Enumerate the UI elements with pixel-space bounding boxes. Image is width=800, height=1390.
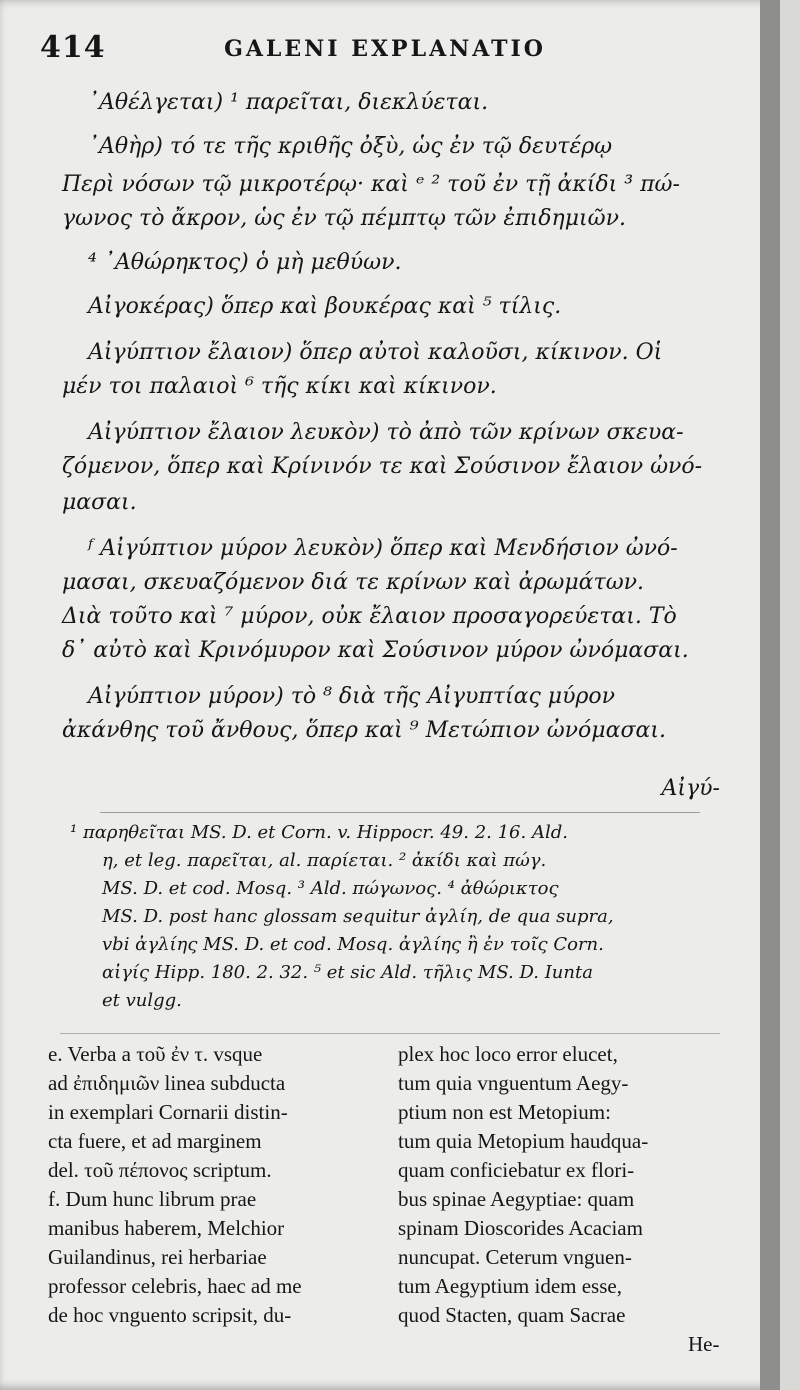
commentary-line: plex hoc loco error elucet, [398, 1042, 618, 1066]
text-line: ⁴ ᾿Αθώρηκτος) ὁ μὴ μεθύων. [88, 250, 402, 275]
footnote-line: ¹ παρηθεῖται MS. D. et Corn. v. Hippocr. 49. 2. 16. Ald. [70, 822, 568, 843]
commentary-line: e. Verba a τοῦ ἐν τ. vsque [48, 1042, 263, 1066]
commentary-line: bus spinae Aegyptiae: quam [398, 1187, 635, 1211]
text-line: γωνος τὸ ἄκρον, ὡς ἐν τῷ πέμπτῳ τῶν ἐπιδημιῶν. [62, 206, 626, 231]
footnote-line: αἰγίς Hipp. 180. 2. 32. ⁵ et sic Ald. τῆλις MS. D. Iunta [102, 962, 593, 983]
footnote-line: η, et leg. παρεῖται, al. παρίεται. ² ἀκίδι καὶ πώγ. [102, 850, 547, 871]
commentary-line: professor celebris, haec ad me [48, 1274, 302, 1298]
footnote-line: MS. D. post hanc glossam sequitur ἀγλίη, de qua supra, [102, 906, 614, 927]
text-line: Αἰγοκέρας) ὅπερ καὶ βουκέρας καὶ ⁵ τίλις. [88, 294, 562, 319]
commentary-line: de hoc vnguento scripsit, du- [48, 1303, 292, 1327]
text-line: ᾿Αθὴρ) τό τε τῆς κριθῆς ὀξὺ, ὡς ἐν τῷ δευτέρῳ [88, 134, 613, 159]
text-line: μασαι, σκευαζόμενον διά τε κρίνων καὶ ἀρωμάτων. [62, 570, 645, 595]
commentary-line: ad ἐπιδημιῶν linea subducta [48, 1071, 286, 1095]
text-line: δ᾿ αὐτὸ καὶ Κρινόμυρον καὶ Σούσινον μύρον ὠνόμασαι. [62, 638, 689, 663]
text-line: ᾿Αθέλγεται) ¹ παρεῖται, διεκλύεται. [88, 90, 489, 115]
commentary-line: in exemplari Cornarii distin- [48, 1100, 288, 1124]
commentary-line: ptium non est Metopium: [398, 1100, 611, 1124]
commentary-line: Guilandinus, rei herbariae [48, 1245, 267, 1269]
text-line: ᶠ Αἰγύπτιον μύρον λευκὸν) ὅπερ καὶ Μενδήσιον ὠνό- [88, 536, 678, 561]
footnote-divider [100, 812, 700, 813]
running-head: GALENI EXPLANATIO [224, 36, 546, 62]
commentary-line: tum quia vnguentum Aegy- [398, 1071, 629, 1095]
commentary-line: del. τοῦ πέπονος scriptum. [48, 1158, 272, 1182]
commentary-line: quam conficiebatur ex flori- [398, 1158, 635, 1182]
text-line: ζόμενον, ὅπερ καὶ Κρίνινόν τε καὶ Σούσινον ἔλαιον ὠνό- [62, 454, 703, 479]
commentary-catchword: He- [688, 1332, 720, 1356]
text-line: μέν τοι παλαιοὶ ⁶ τῆς κίκι καὶ κίκινον. [62, 374, 497, 399]
text-line: Αἰγύπτιον ἔλαιον) ὅπερ αὐτοὶ καλοῦσι, κίκινον. Οἱ [88, 340, 663, 365]
commentary-line: f. Dum hunc librum prae [48, 1187, 257, 1211]
commentary-line: nuncupat. Ceterum vnguen- [398, 1245, 632, 1269]
footnote-line: vbi ἀγλίης MS. D. et cod. Mosq. ἀγλίης ἢ ἐν τοῖς Corn. [102, 934, 604, 955]
footnote-line: et vulgg. [102, 990, 182, 1011]
commentary-line: tum Aegyptium idem esse, [398, 1274, 622, 1298]
text-line: Αἰγύπτιον μύρον) τὸ ⁸ διὰ τῆς Αἰγυπτίας μύρον [88, 684, 616, 709]
text-line: Αἰγύπτιον ἔλαιον λευκὸν) τὸ ἀπὸ τῶν κρίνων σκευα- [88, 420, 684, 445]
page-number: 414 [40, 30, 106, 65]
commentary-line: quod Stacten, quam Sacrae [398, 1303, 626, 1327]
commentary-line: manibus haberem, Melchior [48, 1216, 285, 1240]
text-line: Περὶ νόσων τῷ μικροτέρῳ· καὶ ᵉ ² τοῦ ἐν τῇ ἀκίδι ³ πώ- [62, 172, 680, 197]
text-line: ἀκάνθης τοῦ ἄνθους, ὅπερ καὶ ⁹ Μετώπιον ὠνόμασαι. [62, 718, 666, 743]
text-line: Διὰ τοῦτο καὶ ⁷ μύρον, οὐκ ἔλαιον προσαγορεύεται. Τὸ [62, 604, 677, 629]
catchword: Αἰγύ- [661, 776, 720, 801]
footnote-line: MS. D. et cod. Mosq. ³ Ald. πώγωνος. ⁴ ἀθώρικτος [102, 878, 559, 899]
commentary-divider [60, 1033, 720, 1034]
text-line: μασαι. [62, 490, 137, 515]
commentary-line: spinam Dioscorides Acaciam [398, 1216, 643, 1240]
commentary-line: tum quia Metopium haudqua- [398, 1129, 649, 1153]
commentary-line: cta fuere, et ad marginem [48, 1129, 262, 1153]
page-header [40, 30, 730, 70]
page-edge [760, 0, 780, 1390]
